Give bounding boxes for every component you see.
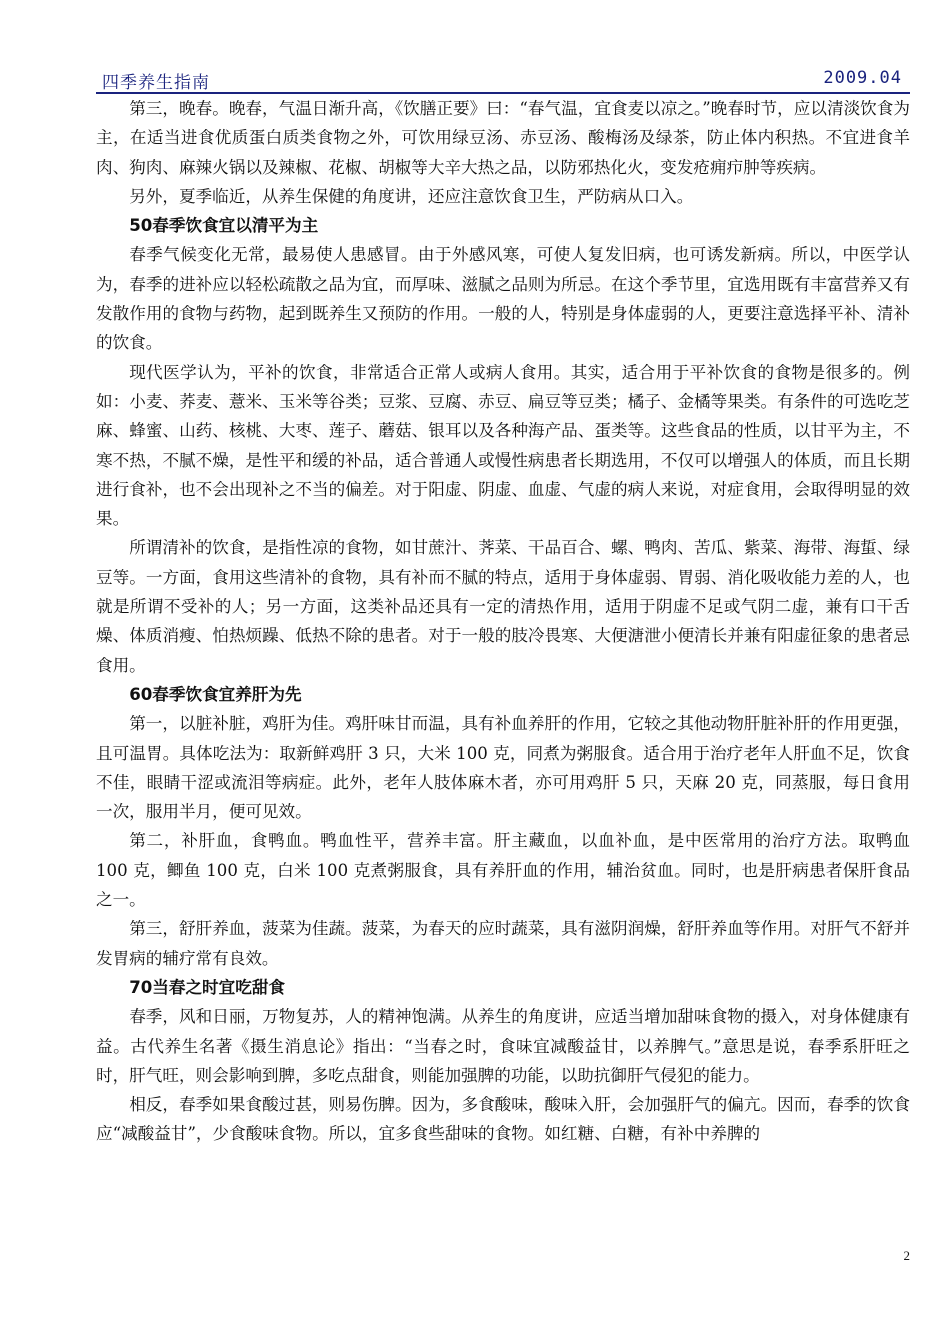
header-date: 2009.04 — [823, 68, 902, 88]
paragraph: 第三，晚春。晚春，气温日渐升高，《饮膳正要》曰：“春气温，宜食麦以凉之。”晚春时节，应以清淡饮食为主，在适当进食优质蛋白质类食物之外，可饮用绿豆汤、赤豆汤、酸梅汤及绿茶，防止体内积热。不宜进食羊肉、狗肉、麻辣火锅以及辣椒、花椒、胡椒等大辛大热之品，以防邪热化火，变发疮痈疖肿等疾病。 — [96, 99, 910, 177]
paragraph: 第二，补肝血，食鸭血。鸭血性平，营养丰富。肝主藏血，以血补血，是中医常用的治疗方法。取鸭血 100 克，鲫鱼 100 克，白米 100 克煮粥服食，具有养肝血的作用，辅治贫血。同时，也是肝病患者保肝食品之一。 — [96, 831, 910, 910]
paragraph: 第一，以脏补脏，鸡肝为佳。鸡肝味甘而温，具有补血养肝的作用，它较之其他动物肝脏补肝的作用更强，且可温胃。具体吃法为：取新鲜鸡肝 3 只，大米 100 克，同煮为粥服食。适合用于治疗老年人肝血不足，饮食不佳，眼睛干涩或流泪等病症。此外，老年人肢体麻木者，亦可用鸡肝 5 只，天麻 20 克，同蒸服，每日食用一次，服用半月，便可见效。 — [96, 714, 910, 822]
paragraph: 春季，风和日丽，万物复苏，人的精神饱满。从养生的角度讲，应适当增加甜味食物的摄入，对身体健康有益。古代养生名著《摄生消息论》指出：“当春之时，食味宜减酸益甘，以养脾气。”意思是说，春季系肝旺之时，肝气旺，则会影响到脾，多吃点甜食，则能加强脾的功能，以助抗御肝气侵犯的能力。 — [96, 1007, 910, 1085]
paragraph: 第三，舒肝养血，菠菜为佳蔬。菠菜，为春天的应时蔬菜，具有滋阴润燥，舒肝养血等作用。对肝气不舒并发胃病的辅疗常有良效。 — [96, 919, 910, 968]
section-heading-70: 70当春之时宜吃甜食 — [129, 977, 286, 997]
paragraph: 另外，夏季临近，从养生保健的角度讲，还应注意饮食卫生，严防病从口入。 — [129, 186, 694, 206]
paragraph: 所谓清补的饮食，是指性凉的食物，如甘蔗汁、荠菜、干品百合、螺、鸭肉、苦瓜、紫菜、海带、海蜇、绿豆等。一方面，食用这些清补的食物，具有补而不腻的特点，适用于身体虚弱、胃弱、消化吸收能力差的人，也就是所谓不受补的人；另一方面，这类补品还具有一定的清热作用，适用于阴虚不足或气阴二虚，兼有口干舌燥、体质消瘦、怕热烦躁、低热不除的患者。对于一般的肢冷畏寒、大便溏泄小便清长并兼有阳虚征象的患者忌食用。 — [96, 538, 910, 675]
paragraph: 现代医学认为，平补的饮食，非常适合正常人或病人食用。其实，适合用于平补饮食的食物是很多的。例如：小麦、荞麦、薏米、玉米等谷类；豆浆、豆腐、赤豆、扁豆等豆类；橘子、金橘等果类。有条件的可选吃芝麻、蜂蜜、山药、核桃、大枣、莲子、蘑菇、银耳以及各种海产品、蛋类等。这些食品的性质，以甘平为主，不寒不热，不腻不燥，是性平和缓的补品，适合普通人或慢性病患者长期选用，不仅可以增强人的体质，而且长期进行食补，也不会出现补之不当的偏差。对于阳虚、阴虚、血虚、气虚的病人来说，对症食用，会取得明显的效果。 — [96, 362, 910, 529]
paragraph: 春季气候变化无常，最易使人患感冒。由于外感风寒，可使人复发旧病，也可诱发新病。所以，中医学认为，春季的进补应以轻松疏散之品为宜，而厚味、滋腻之品则为所忌。在这个季节里，宜选用既有丰富营养又有发散作用的食物与药物，起到既养生又预防的作用。一般的人，特别是身体虚弱的人，更要注意选择平补、清补的饮食。 — [96, 245, 910, 353]
page-header — [96, 62, 910, 94]
section-heading-60: 60春季饮食宜养肝为先 — [129, 684, 302, 704]
section-heading-50: 50春季饮食宜以清平为主 — [129, 216, 319, 236]
paragraph: 相反，春季如果食酸过甚，则易伤脾。因为，多食酸味，酸味入肝，会加强肝气的偏亢。因而，春季的饮食应“减酸益甘”，少食酸味食物。所以，宜多食些甜味的食物。如红糖、白糖，有补中养脾的 — [96, 1095, 910, 1144]
header-title: 四季养生指南 — [102, 73, 210, 93]
document-body — [96, 94, 910, 1149]
page-number: 2 — [903, 1248, 910, 1263]
